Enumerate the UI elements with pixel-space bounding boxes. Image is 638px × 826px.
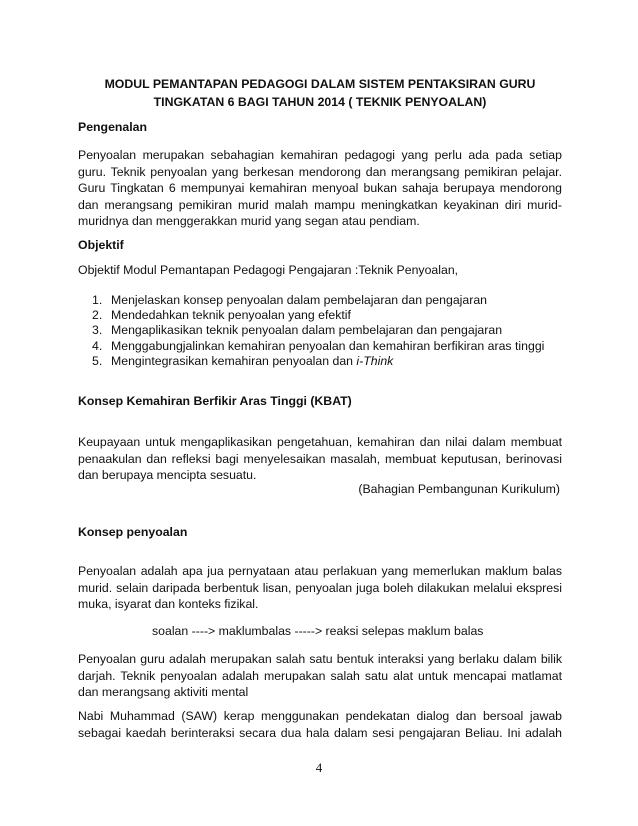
heading-konsep-penyoalan: Konsep penyoalan [78, 525, 188, 539]
list-item-number: 4. [92, 338, 103, 353]
list-item-number: 5. [92, 353, 103, 368]
paragraph-line: Penyoalan merupakan sebahagian kemahiran pedagogi yang perlu ada pada setiap [78, 148, 562, 162]
paragraph-kbat [78, 434, 562, 484]
paragraph-line: Penyoalan adalah apa jua pernyataan atau perlakuan yang memerlukan maklum balas [78, 564, 562, 578]
list-item-text: Mendedahkan teknik penyoalan yang efektif [111, 308, 351, 323]
list-item [92, 293, 544, 308]
paragraph-line: muka, isyarat dan konteks fizikal. [78, 597, 259, 611]
paragraph-pengenalan [78, 147, 562, 230]
objective-list [92, 293, 544, 369]
paragraph-konsep-1 [78, 563, 562, 613]
page-number: 4 [315, 760, 323, 775]
paragraph-konsep-2 [78, 651, 562, 701]
list-item-italic-term: i-Think [356, 353, 394, 368]
list-item [92, 308, 544, 323]
paragraph-line: Guru Tingkatan 6 mempunyai kemahiran menyoal bukan sahaja berupaya mendorong [78, 181, 562, 195]
heading-pengenalan: Pengenalan [78, 120, 148, 134]
paragraph-line: darjah. Teknik penyoalan adalah merupakan salah satu alat untuk mencapai matlamat [78, 668, 562, 683]
paragraph-konsep-3 [78, 708, 562, 741]
question-flow: soalan ----> maklumbalas -----> reaksi selepas maklum balas [152, 624, 484, 638]
objektif-intro: Objektif Modul Pemantapan Pedagogi Pengajaran :Teknik Penyoalan, [78, 263, 459, 277]
heading-objektif: Objektif [78, 238, 124, 252]
paragraph-line: Penyoalan guru adalah merupakan salah satu bentuk interaksi yang berlaku dalam bilik [78, 652, 562, 666]
source-citation: (Bahagian Pembangunan Kurikulum) [358, 482, 560, 496]
heading-kbat: Konsep Kemahiran Berfikir Aras Tinggi (KBAT) [78, 394, 352, 408]
list-item-text: Menggabungjalinkan kemahiran penyoalan dan kemahiran berfikiran aras tinggi [111, 338, 545, 353]
title-line-2: TINGKATAN 6 BAGI TAHUN 2014 ( TEKNIK PENYOALAN) [153, 95, 487, 109]
paragraph-line: Keupayaan untuk mengaplikasikan pengetahuan, kemahiran dan nilai dalam membuat [78, 435, 562, 449]
document-title [78, 75, 562, 111]
list-item [92, 354, 544, 369]
list-item-number: 3. [92, 323, 103, 338]
title-line-1: MODUL PEMANTAPAN PEDAGOGI DALAM SISTEM PENTAKSIRAN GURU [104, 77, 536, 91]
paragraph-line: dan berupaya mencipta sesuatu. [78, 468, 257, 482]
list-item-text: Mengaplikasikan teknik penyoalan dalam pembelajaran dan pengajaran [111, 323, 503, 338]
list-item-text: Mengintegrasikan kemahiran penyoalan dan [111, 353, 357, 368]
paragraph-line: guru. Teknik penyoalan yang berkesan mendorong dan merangsang pemikiran pelajar. [78, 164, 562, 179]
paragraph-line: dan merangsang aktiviti mental [78, 685, 249, 699]
paragraph-line: murid. selain daripada berbentuk lisan, penyoalan juga boleh dilakukan melalui ekspresi [78, 580, 562, 595]
paragraph-line: penaakulan dan refleksi bagi menyelesaikan masalah, membuat keputusan, berinovasi [78, 451, 562, 466]
list-item-number: 2. [92, 308, 103, 323]
paragraph-line: sebagai kaedah berinteraksi secara dua hala dalam sesi pengajaran Beliau. Ini adalah [78, 725, 562, 740]
list-item [92, 323, 544, 338]
list-item [92, 339, 544, 354]
list-item-text: Menjelaskan konsep penyoalan dalam pembelajaran dan pengajaran [111, 293, 488, 307]
paragraph-line: muridnya dan menggerakkan murid yang segan atau pendiam. [78, 214, 420, 228]
paragraph-line: Nabi Muhammad (SAW) kerap menggunakan pendekatan dialog dan bersoal jawab [78, 709, 562, 723]
paragraph-line: dan merangsang pemikiran murid malah mampu meningkatkan keyakinan diri murid- [78, 197, 562, 212]
list-item-number: 1. [92, 293, 103, 307]
